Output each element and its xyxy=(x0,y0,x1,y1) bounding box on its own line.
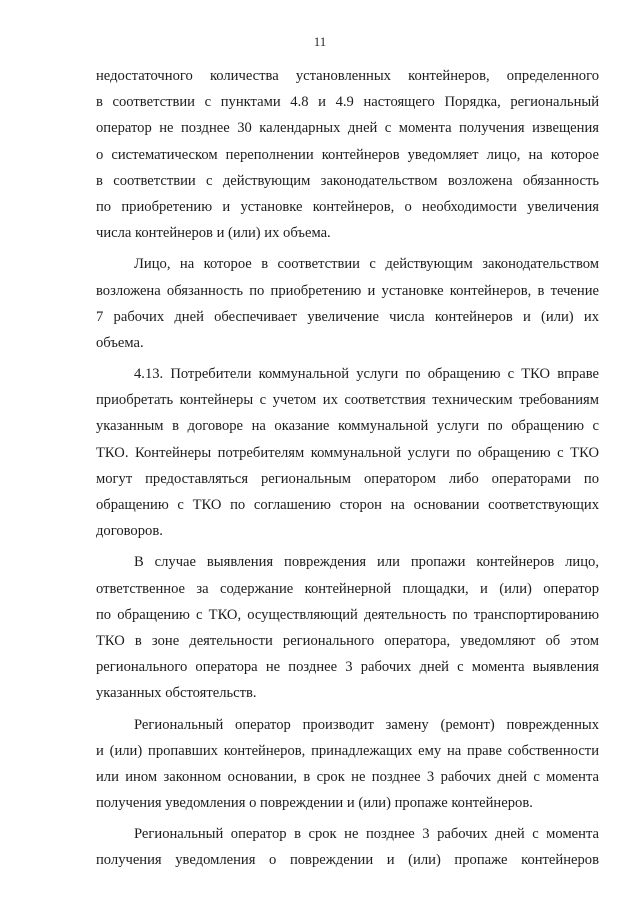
text-line: В случае выявления повреждения или пропажи контейнеров лицо, xyxy=(134,554,599,571)
text-line: получения уведомления о повреждении и (или) пропаже контейнеров xyxy=(96,852,599,869)
paragraph xyxy=(96,251,599,356)
text-line: 4.13. Потребители коммунальной услуги по обращению с ТКО вправе xyxy=(134,366,599,383)
page-number: 11 xyxy=(313,34,327,49)
text-line: Региональный оператор в срок не позднее 3 рабочих дней с момента xyxy=(134,826,599,843)
text-line: Региональный оператор производит замену (ремонт) поврежденных xyxy=(134,716,599,733)
text-line: недостаточного количества установленных контейнеров, определенного xyxy=(96,68,599,84)
text-line: в соответствии с пунктами 4.8 и 4.9 настоящего Порядка, региональный xyxy=(96,94,599,111)
text-line: указанных обстоятельств. xyxy=(96,685,257,702)
text-line: регионального оператора не позднее 3 рабочих дней с момента выявления xyxy=(96,659,599,676)
text-line: ТКО. Контейнеры потребителям коммунальной услуги по обращению с ТКО xyxy=(96,444,599,461)
paragraph xyxy=(96,712,599,817)
text-line: Лицо, на которое в соответствии с действующим законодательством xyxy=(134,256,599,273)
paragraph xyxy=(96,821,599,873)
text-line: о систематическом переполнении контейнеров уведомляет лицо, на которое xyxy=(96,146,599,163)
text-line: объема. xyxy=(96,334,144,351)
text-line: договоров. xyxy=(96,523,163,540)
text-line: 7 рабочих дней обеспечивает увеличение числа контейнеров и (или) их xyxy=(96,308,599,325)
text-line: обращению с ТКО по соглашению сторон на основании соответствующих xyxy=(96,497,599,513)
document-body xyxy=(96,63,599,874)
text-line: указанным в договоре на оказание коммунальной услуги по обращению с xyxy=(96,418,599,435)
text-line: в соответствии с действующим законодательством возложена обязанность xyxy=(96,172,599,189)
text-line: ТКО в зоне деятельности регионального оператора, уведомляют об этом xyxy=(96,632,599,649)
paragraph xyxy=(96,63,599,246)
text-line: оператор не позднее 30 календарных дней с момента получения извещения xyxy=(96,120,599,137)
text-line: могут предоставляться региональным оператором либо операторами по xyxy=(96,470,599,487)
text-line: возложена обязанность по приобретению и установке контейнеров, в течение xyxy=(96,282,599,299)
text-line: по приобретению и установке контейнеров, о необходимости увеличения xyxy=(96,198,599,215)
paragraph xyxy=(96,549,599,706)
text-line: или ином законном основании, в срок не позднее 3 рабочих дней с момента xyxy=(96,768,599,785)
text-line: и (или) пропавших контейнеров, принадлежащих ему на праве собственности xyxy=(96,742,599,759)
text-line: числа контейнеров и (или) их объема. xyxy=(96,225,331,242)
text-line: ответственное за содержание контейнерной площадки, и (или) оператор xyxy=(96,580,599,597)
text-line: получения уведомления о повреждении и (или) пропаже контейнеров. xyxy=(96,795,533,812)
paragraph xyxy=(96,361,599,544)
text-line: по обращению с ТКО, осуществляющий деятельность по транспортированию xyxy=(96,606,599,623)
text-line: приобретать контейнеры с учетом их соответствия техническим требованиям xyxy=(96,392,599,409)
